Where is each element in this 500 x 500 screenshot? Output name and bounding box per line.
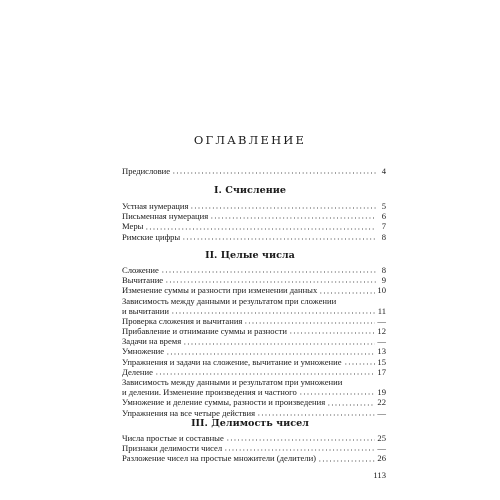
section-3-entries <box>122 433 386 464</box>
toc-entry <box>122 357 386 367</box>
toc-entry-page: 8 <box>381 231 386 242</box>
toc-entry-label: Признаки делимости чисел <box>122 443 223 454</box>
dot-leader <box>224 449 375 451</box>
toc-entry-label: Упражнения на все четыре действия <box>122 407 256 418</box>
toc-entry-label: Предисловие <box>122 165 171 176</box>
dot-leader <box>299 393 376 395</box>
toc-entry-page: 13 <box>377 346 386 357</box>
dot-leader <box>155 373 376 375</box>
toc-entry-page: 7 <box>381 221 386 232</box>
toc-entry <box>122 232 386 242</box>
toc-entry <box>122 285 386 295</box>
toc-entry-label: Зависимость между данными и результатом при сложении <box>122 295 337 306</box>
section-heading-2: II. Целые числа <box>205 250 295 261</box>
page-number: 113 <box>373 470 386 480</box>
dot-leader <box>182 238 376 240</box>
toc-entry-label: Изменение суммы и разности при изменении данных <box>122 285 318 296</box>
toc-entry-line1 <box>122 296 386 306</box>
toc-entry-label: и делении. Изменение произведения и частного <box>122 387 297 398</box>
toc-entry <box>122 306 386 316</box>
toc-entry-label: Числа простые и составные <box>122 432 224 443</box>
toc-entry-label: Римские цифры <box>122 231 181 242</box>
dot-leader <box>257 414 375 416</box>
toc-entry-label: и вычитании <box>122 305 169 316</box>
toc-entry <box>122 387 386 397</box>
toc-entry-label: Умножение и деление суммы, разности и произведения <box>122 397 326 408</box>
toc-entry-label: Меры <box>122 221 144 232</box>
page-title: ОГЛАВЛЕНИЕ <box>193 133 307 147</box>
section-1-entries <box>122 201 386 242</box>
toc-entry-label: Письменная нумерация <box>122 211 209 222</box>
dot-leader <box>145 228 376 230</box>
dot-leader <box>319 292 375 294</box>
toc-entry-page: 26 <box>377 453 386 464</box>
toc-entry-page: — <box>377 443 386 454</box>
dot-leader <box>244 322 375 324</box>
toc-entry <box>122 367 386 377</box>
dot-leader <box>289 332 375 334</box>
toc-entry <box>122 316 386 326</box>
toc-entry-page: 22 <box>377 397 386 408</box>
toc-entry <box>122 433 386 443</box>
dot-leader <box>344 363 376 365</box>
toc-entry-label: Проверка сложения и вычитания <box>122 315 243 326</box>
dot-leader <box>318 460 375 462</box>
toc-entry-page: 11 <box>377 305 386 316</box>
toc-entry <box>122 326 386 336</box>
dot-leader <box>226 439 376 441</box>
toc-entry-page: 10 <box>377 285 386 296</box>
toc-entry-page: 12 <box>377 326 386 337</box>
dot-leader <box>183 343 375 345</box>
toc-entry-label: Упражнения и задачи на сложение, вычитание и умножение <box>122 356 342 367</box>
toc-entry-label: Задачи на время <box>122 336 182 347</box>
toc-entry-page: 15 <box>377 356 386 367</box>
toc-entry-label: Деление <box>122 366 153 377</box>
toc-entry <box>122 347 386 357</box>
toc-entry <box>122 211 386 221</box>
toc-entry <box>122 221 386 231</box>
dot-leader <box>165 281 376 283</box>
toc-entry-page: 25 <box>377 432 386 443</box>
dot-leader <box>190 207 376 209</box>
toc-entry <box>122 453 386 463</box>
toc-entry <box>122 275 386 285</box>
toc-entry <box>122 201 386 211</box>
dot-leader <box>171 312 376 314</box>
toc-entry-label: Зависимость между данными и результатом при умножении <box>122 377 343 388</box>
dot-leader <box>166 353 375 355</box>
toc-entry-page: 6 <box>381 211 386 222</box>
toc-entry <box>122 336 386 346</box>
toc-entry-preface <box>122 166 386 176</box>
section-2-entries <box>122 265 386 418</box>
toc-entry-page: — <box>377 336 386 347</box>
toc-entry-page: 17 <box>377 366 386 377</box>
toc-entry-page: 9 <box>381 275 386 286</box>
toc-entry <box>122 265 386 275</box>
toc-entry-label: Умножение <box>122 346 165 357</box>
toc-entry-page: — <box>377 315 386 326</box>
toc-entry-page: 5 <box>381 200 386 211</box>
toc-entry-label: Вычитание <box>122 275 164 286</box>
toc-entry-label: Сложение <box>122 264 159 275</box>
preface-list <box>122 166 386 176</box>
toc-entry <box>122 397 386 407</box>
toc-entry-label: Прибавление и отнимание суммы и разности <box>122 326 287 337</box>
toc-entry-page: 19 <box>377 387 386 398</box>
section-heading-1: I. Счисление <box>214 185 286 196</box>
toc-entry <box>122 408 386 418</box>
toc-entry-page: 4 <box>381 165 386 176</box>
dot-leader <box>327 404 375 406</box>
toc-entry-page: — <box>377 407 386 418</box>
toc-entry-label: Разложение чисел на простые множители (делители) <box>122 453 317 464</box>
dot-leader <box>161 271 376 273</box>
toc-entry-page: 8 <box>381 264 386 275</box>
toc-entry-line1 <box>122 377 386 387</box>
toc-entry-label: Устная нумерация <box>122 200 189 211</box>
dot-leader <box>210 217 376 219</box>
toc-entry <box>122 443 386 453</box>
dot-leader <box>172 172 376 174</box>
section-heading-3: III. Делимость чисел <box>191 418 309 429</box>
